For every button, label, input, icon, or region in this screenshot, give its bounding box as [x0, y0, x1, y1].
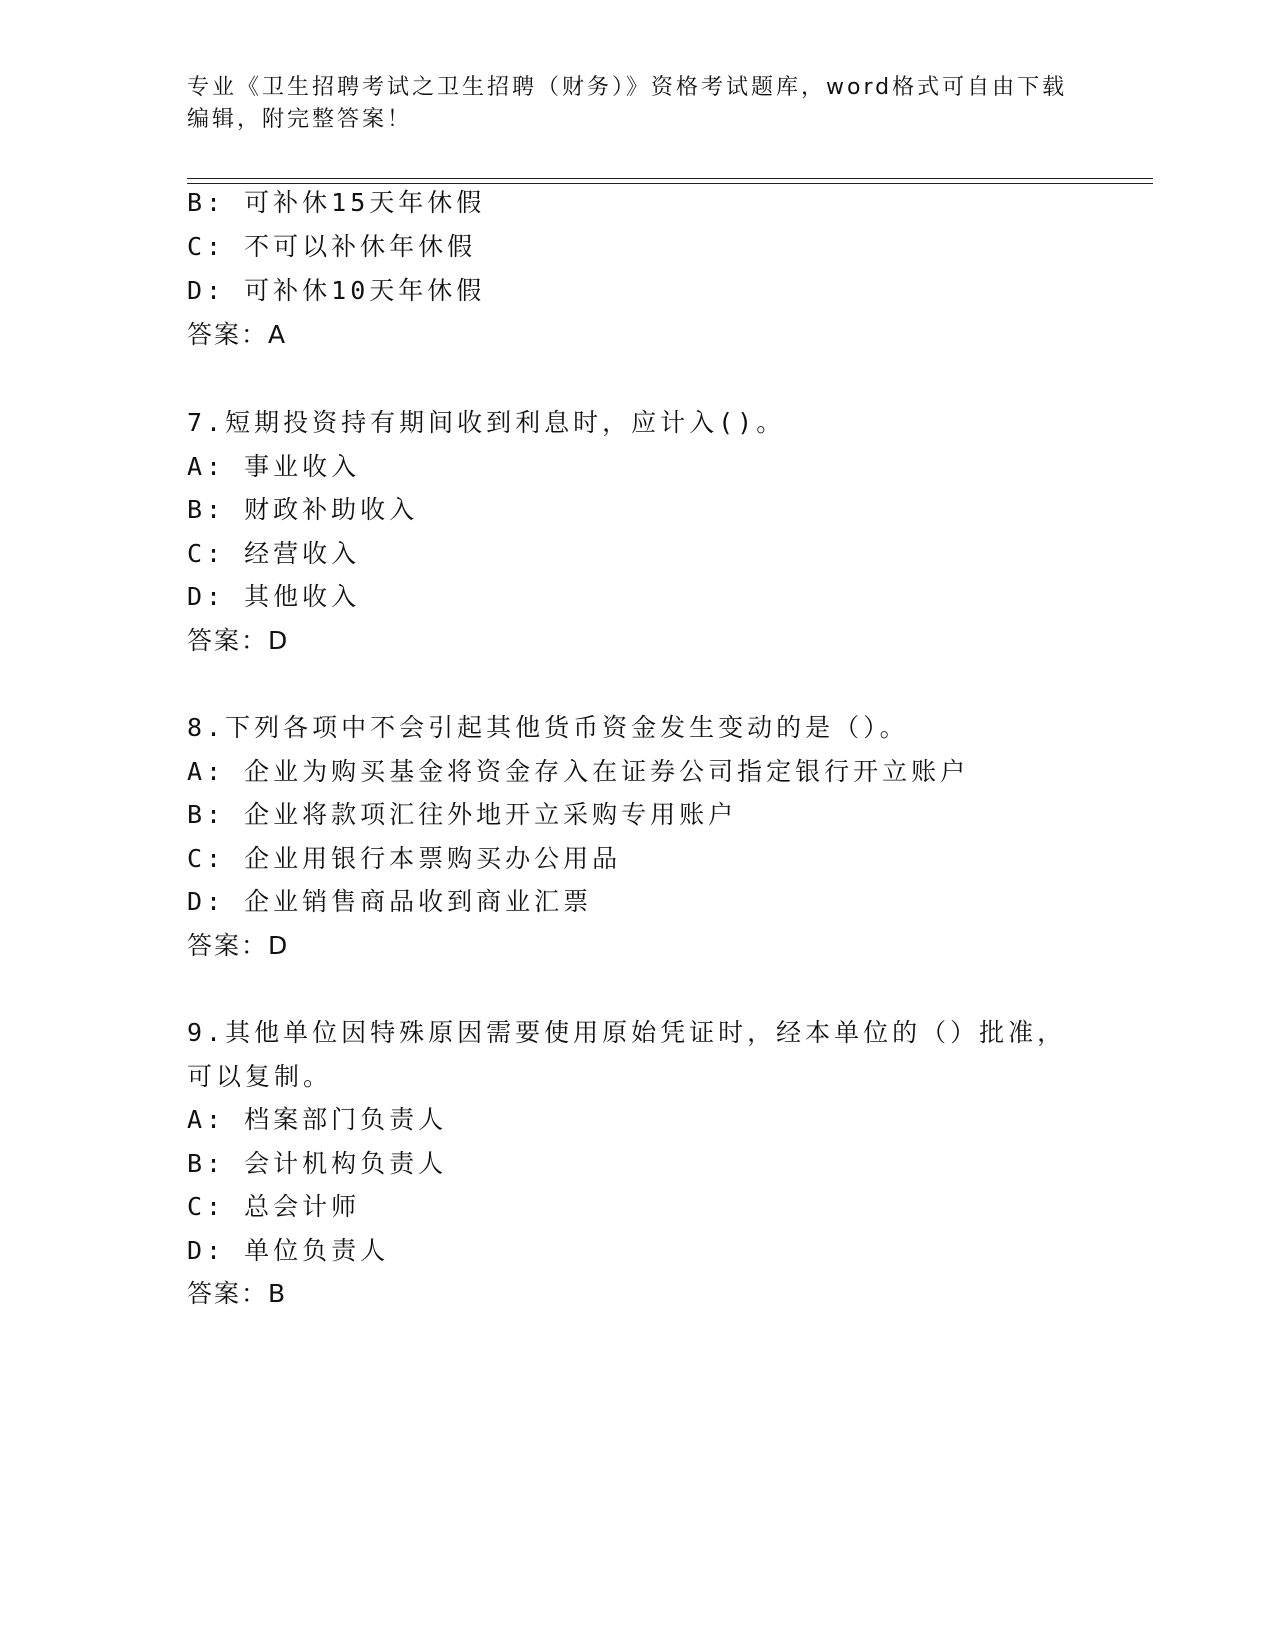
header-divider-top — [187, 178, 1153, 179]
q8-option-a: A: 企业为购买基金将资金存入在证券公司指定银行开立账户 — [187, 757, 970, 786]
q7-option-a: A: 事业收入 — [187, 452, 361, 481]
header-divider-bottom — [187, 183, 1153, 184]
q6-option-d: D: 可补休10天年休假 — [187, 276, 486, 305]
header-line-1: 专业《卫生招聘考试之卫生招聘（财务）》资格考试题库，word格式可自由下载 — [187, 75, 1068, 100]
q6-answer: 答案：A — [187, 320, 288, 349]
q9-option-a: A: 档案部门负责人 — [187, 1105, 448, 1134]
q9-option-c: C: 总会计师 — [187, 1192, 361, 1221]
q7-question: 7.短期投资持有期间收到利息时，应计入()。 — [187, 408, 786, 437]
document-header — [187, 72, 1087, 136]
q8-answer: 答案：D — [187, 931, 290, 960]
q9-option-b: B: 会计机构负责人 — [187, 1149, 448, 1178]
q7-option-c: C: 经营收入 — [187, 539, 361, 568]
q9-question-line-2: 可以复制。 — [187, 1062, 333, 1091]
q8-option-d: D: 企业销售商品收到商业汇票 — [187, 887, 593, 916]
header-line-2: 编辑，附完整答案！ — [187, 107, 413, 132]
q6-option-b: B: 可补休15天年休假 — [187, 188, 486, 217]
q6-option-c: C: 不可以补休年休假 — [187, 232, 477, 261]
q7-answer: 答案：D — [187, 626, 290, 655]
q8-option-b: B: 企业将款项汇往外地开立采购专用账户 — [187, 800, 738, 829]
q7-option-d: D: 其他收入 — [187, 582, 361, 611]
q9-answer: 答案：B — [187, 1279, 288, 1308]
q8-option-c: C: 企业用银行本票购买办公用品 — [187, 844, 622, 873]
q9-question-line-1: 9.其他单位因特殊原因需要使用原始凭证时，经本单位的（）批准， — [187, 1018, 1067, 1047]
q8-question: 8.下列各项中不会引起其他货币资金发生变动的是（）。 — [187, 713, 909, 742]
q9-option-d: D: 单位负责人 — [187, 1236, 390, 1265]
q7-option-b: B: 财政补助收入 — [187, 495, 419, 524]
